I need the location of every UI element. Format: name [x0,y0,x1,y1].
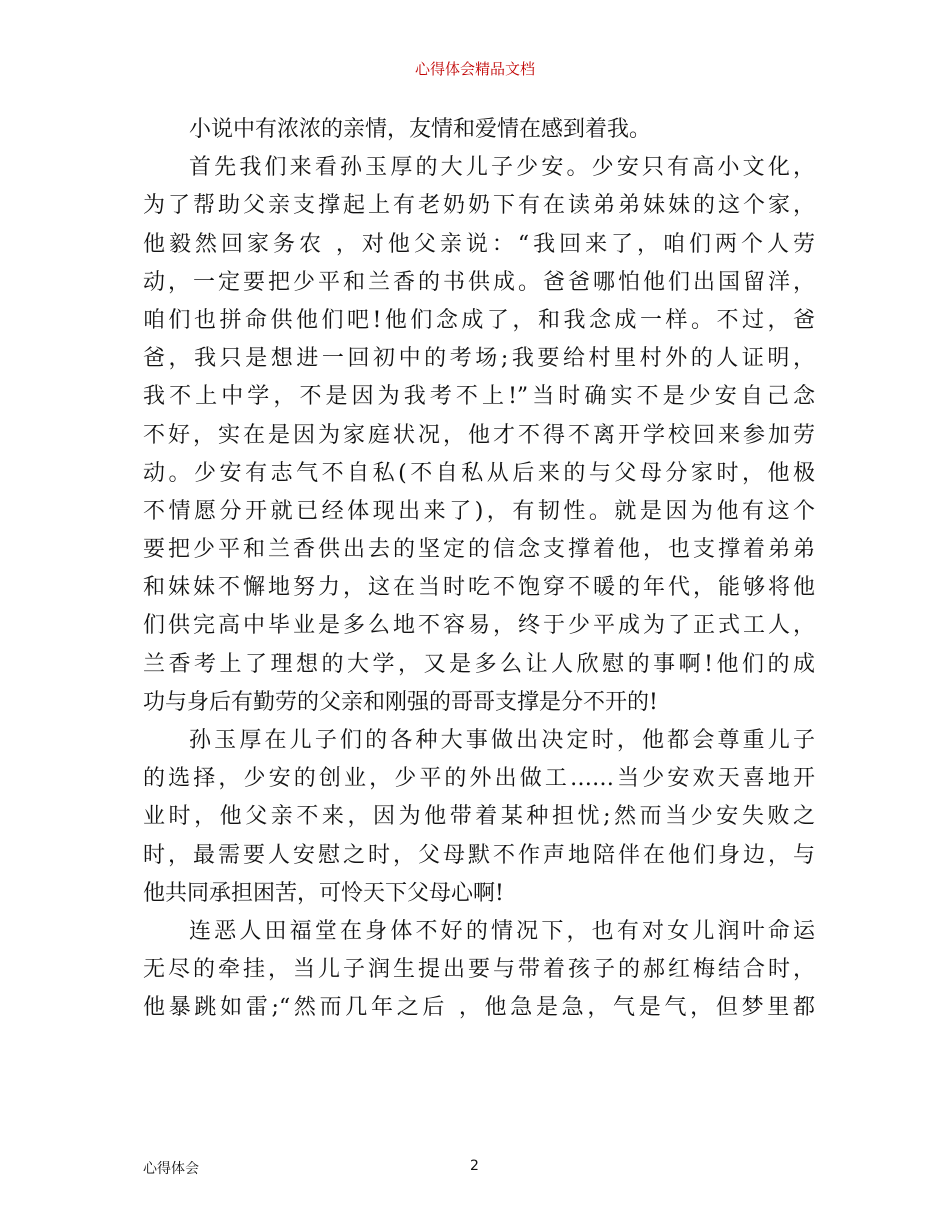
text-line: 他共同承担困苦，可怜天下父母心啊! [143,880,504,906]
text-line: 要把少平和兰香供出去的坚定的信念支撑着他，也支撑着弟弟 [143,537,815,563]
text-line: 和妹妹不懈地努力，这在当时吃不饱穿不暖的年代，能够将他 [143,575,815,601]
text-line: 无尽的牵挂，当儿子润生提出要与带着孩子的郝红梅结合时， [143,957,815,983]
paragraph [143,913,815,1028]
text-line: 爸，我只是想进一回初中的考场;我要给村里村外的人证明， [143,346,815,372]
text-line: 孙玉厚在儿子们的各种大事做出决定时，他都会尊重儿子 [189,728,815,753]
text-line: 我不上中学，不是因为我考不上!”当时确实不是少安自己念 [143,384,815,410]
text-line: 他暴跳如雷;“然而几年之后 ，他急是急，气是气，但梦里都 [143,995,815,1021]
document-body [143,111,815,1028]
text-line: 的选择，少安的创业，少平的外出做工……当少安欢天喜地开 [143,766,815,792]
text-line: 他毅然回家务农 ，对他父亲说：“我回来了，咱们两个人劳 [143,231,815,257]
text-line: 为了帮助父亲支撑起上有老奶奶下有在读弟弟妹妹的这个家， [143,193,815,219]
text-line: 们供完高中毕业是多么地不容易，终于少平成为了正式工人， [143,613,815,639]
paragraph [143,149,815,722]
text-line: 动。少安有志气不自私(不自私从后来的与父母分家时，他极 [143,460,815,486]
text-line: 小说中有浓浓的亲情，友情和爱情在感到着我。 [189,117,652,142]
text-line: 兰香考上了理想的大学，又是多么让人欣慰的事啊!他们的成 [143,651,815,677]
paragraph [143,722,815,913]
text-line: 功与身后有勤劳的父亲和刚强的哥哥支撑是分不开的! [143,689,658,715]
text-line: 业时，他父亲不来，因为他带着某种担忧;然而当少安失败之 [143,804,815,830]
text-line: 时，最需要人安慰之时，父母默不作声地陪伴在他们身边，与 [143,842,815,868]
text-line: 不好，实在是因为家庭状况，他才不得不离开学校回来参加劳 [143,422,815,448]
page-number: 2 [470,1158,479,1174]
text-line: 首先我们来看孙玉厚的大儿子少安。少安只有高小文化， [189,155,815,181]
text-line: 咱们也拼命供他们吧!他们念成了，和我念成一样。不过，爸 [143,307,815,333]
text-line: 连恶人田福堂在身体不好的情况下，也有对女儿润叶命运 [189,918,815,944]
text-line: 动，一定要把少平和兰香的书供成。爸爸哪怕他们出国留洋， [143,269,815,295]
paragraph [143,111,815,149]
text-line: 不情愿分开就已经体现出来了)，有韧性。就是因为他有这个 [143,498,815,524]
document-header: 心得体会精品文档 [414,60,535,78]
footer-label: 心得体会 [143,1161,199,1177]
